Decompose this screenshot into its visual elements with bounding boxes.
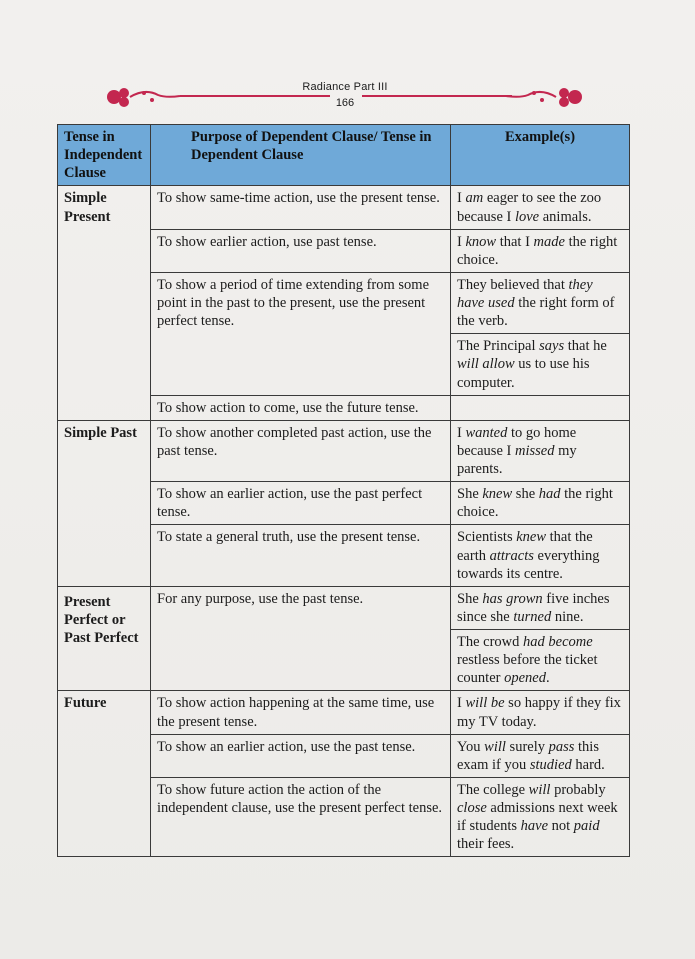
purpose-cell: To show an earlier action, use the past tense.	[151, 734, 451, 777]
example-text-run: to go home because I	[457, 424, 577, 459]
tense-cell: Future	[58, 691, 151, 857]
example-text-run: knew	[516, 529, 547, 546]
example-cell	[451, 525, 630, 586]
example-text-run: had	[538, 486, 561, 503]
example-text-run: so happy if they fix my TV today.	[457, 695, 621, 730]
example-text-run: everything towards its centre.	[457, 547, 600, 582]
example-text-run: the right form of the verb.	[457, 295, 615, 330]
example-text-run: pass	[548, 738, 575, 755]
page-number: 166	[335, 97, 355, 109]
table-row	[58, 691, 630, 734]
example-text-run: not	[548, 818, 574, 835]
example-text-run: will be	[465, 695, 505, 712]
example-text-run: will allow	[457, 356, 515, 373]
example-cell	[451, 229, 630, 272]
example-text-run: missed	[514, 442, 555, 459]
example-cell	[451, 334, 630, 395]
example-text-run: had become	[523, 634, 593, 650]
purpose-cell: For any purpose, use the past tense.	[151, 586, 451, 691]
example-text-run: probably	[550, 781, 606, 798]
example-text-run: attracts	[489, 547, 534, 564]
example-text-run: The Principal	[457, 338, 540, 355]
example-text-run: surely	[505, 738, 549, 755]
header-rule-right	[362, 95, 512, 97]
purpose-cell: To state a general truth, use the present tense.	[151, 525, 451, 586]
example-text-run: this exam if you	[457, 738, 599, 773]
example-text-run: wanted	[465, 424, 508, 441]
column-header: Example(s)	[451, 125, 630, 186]
floral-ornament-icon	[506, 82, 590, 112]
example-text-run: She	[457, 590, 483, 607]
example-text-run: opened	[504, 670, 546, 687]
column-header: Tense in Independent Clause	[58, 125, 151, 186]
example-text-run: have	[520, 818, 549, 835]
example-text-run: .	[545, 670, 550, 687]
example-cell	[451, 272, 630, 333]
example-text-run: The crowd	[457, 634, 524, 650]
example-text-run: know	[465, 233, 497, 250]
example-text-run: restless before the ticket counter	[457, 652, 598, 687]
example-cell	[451, 734, 630, 777]
example-text-run: turned	[513, 608, 552, 625]
example-cell	[451, 395, 630, 420]
example-text-run: my parents.	[457, 442, 577, 477]
example-text-run: will	[484, 738, 506, 755]
column-header: Purpose of Dependent Clause/ Tense in Dependent Clause	[151, 125, 451, 186]
example-text-run: that I	[496, 233, 534, 250]
example-text-run: made	[533, 233, 565, 250]
example-text-run: knew	[482, 486, 513, 503]
example-text-run: Scientists	[457, 529, 517, 546]
purpose-cell: To show a period of time extending from some point in the past to the present, use the present perfect tense.	[151, 272, 451, 395]
example-cell	[451, 777, 630, 857]
table-row	[58, 586, 630, 629]
example-text-run: will	[528, 781, 551, 798]
example-text-run: I	[457, 424, 466, 441]
purpose-cell: To show action happening at the same time, use the present tense.	[151, 691, 451, 734]
page-header	[100, 78, 590, 118]
example-text-run: love	[514, 208, 540, 225]
purpose-cell: To show earlier action, use past tense.	[151, 229, 451, 272]
example-text-run: I	[457, 190, 466, 207]
tense-cell: Simple Present	[58, 186, 151, 420]
example-text-run: am	[465, 190, 484, 207]
example-cell	[451, 691, 630, 734]
example-text-run: admissions next week if students	[457, 800, 618, 835]
example-text-run: says	[539, 338, 565, 355]
purpose-cell: To show same-time action, use the present tense.	[151, 186, 451, 229]
example-text-run: their fees.	[457, 836, 515, 853]
example-text-run: animals.	[539, 208, 592, 225]
tense-cell: Present Perfect or Past Perfect	[58, 586, 151, 691]
example-text-run: studied	[529, 756, 572, 773]
table-row	[58, 186, 630, 229]
example-text-run: paid	[573, 818, 600, 835]
purpose-cell: To show another completed past action, use the past tense.	[151, 420, 451, 481]
book-title: Radiance Part III	[302, 81, 388, 93]
example-text-run: nine.	[551, 608, 584, 625]
example-text-run: hard.	[571, 756, 605, 773]
example-text-run: they have used	[457, 276, 593, 311]
example-text-run: she	[512, 486, 539, 503]
example-text-run: close	[457, 800, 487, 816]
example-text-run: that the earth	[457, 529, 593, 564]
example-text-run: They believed that	[457, 276, 569, 293]
purpose-cell: To show an earlier action, use the past perfect tense.	[151, 482, 451, 525]
example-text-run: eager to see the zoo because I	[457, 190, 602, 225]
example-cell	[451, 630, 630, 691]
tense-cell: Simple Past	[58, 420, 151, 586]
table-row	[58, 420, 630, 481]
example-text-run: the right choice.	[457, 486, 613, 521]
example-text-run: You	[457, 738, 485, 755]
tense-sequence-table	[57, 124, 630, 857]
example-cell	[451, 186, 630, 229]
example-text-run: has grown	[482, 590, 543, 607]
example-text-run: She	[457, 486, 483, 503]
purpose-cell: To show future action the action of the independent clause, use the present perfect tense.	[151, 777, 451, 857]
example-text-run: five inches since she	[457, 590, 610, 625]
example-text-run: I	[457, 695, 466, 712]
purpose-cell: To show action to come, use the future tense.	[151, 395, 451, 420]
example-text-run: that he	[564, 338, 607, 355]
example-text-run: I	[457, 233, 466, 250]
example-cell	[451, 482, 630, 525]
table-header-row	[58, 125, 630, 186]
example-cell	[451, 586, 630, 629]
example-text-run: the right choice.	[457, 233, 618, 268]
example-cell	[451, 420, 630, 481]
example-text-run: The college	[457, 781, 529, 798]
example-text-run: us to use his computer.	[457, 356, 590, 391]
